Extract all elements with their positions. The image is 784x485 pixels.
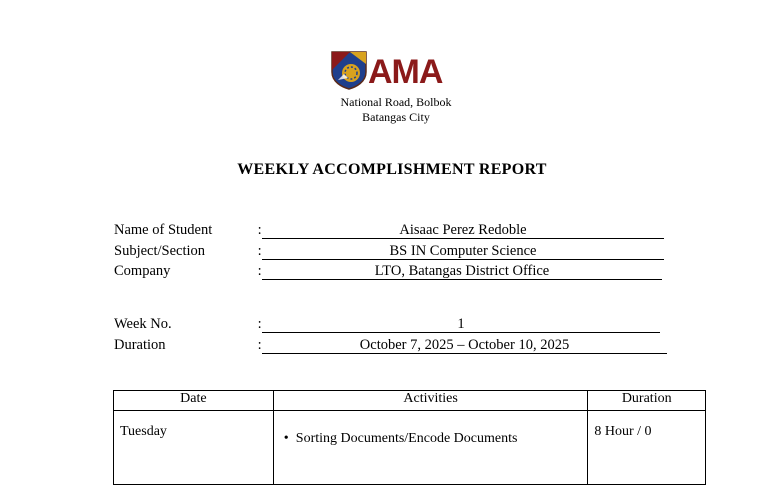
row-date: Tuesday <box>114 411 274 485</box>
week-row <box>114 315 465 333</box>
company-value: LTO, Batangas District Office <box>262 262 662 280</box>
duration-label: Duration <box>114 337 166 353</box>
colon: : <box>257 243 262 259</box>
header-activities: Activities <box>273 391 588 411</box>
company-label: Company <box>114 263 171 279</box>
ama-logo <box>328 48 454 94</box>
week-value: 1 <box>262 315 660 333</box>
row-duration: 8 Hour / 0 <box>588 411 706 485</box>
colon: : <box>257 222 262 238</box>
report-title: WEEKLY ACCOMPLISHMENT REPORT <box>237 161 547 178</box>
student-row <box>114 221 527 239</box>
colon: : <box>257 316 262 332</box>
colon: : <box>257 263 262 279</box>
subject-row <box>114 242 537 260</box>
duration-value: October 7, 2025 – October 10, 2025 <box>262 336 667 354</box>
row-activity: • Sorting Documents/Encode Documents <box>280 431 582 447</box>
row-activity-cell <box>273 411 588 485</box>
company-row <box>114 262 550 280</box>
header-date: Date <box>114 391 274 411</box>
colon: : <box>257 337 262 353</box>
address-line-1: National Road, Bolbok <box>340 95 452 109</box>
subject-label: Subject/Section <box>114 243 206 259</box>
table-header-row <box>114 391 706 411</box>
week-label: Week No. <box>114 316 172 332</box>
shield-icon <box>330 50 368 90</box>
address-line-2: Batangas City <box>362 110 430 124</box>
student-label: Name of Student <box>114 222 213 238</box>
student-value: Aisaac Perez Redoble <box>262 221 664 239</box>
duration-row <box>114 336 570 354</box>
accomplishment-table <box>113 390 706 485</box>
logo-text: AMA <box>368 53 443 91</box>
table-row <box>114 411 706 485</box>
header-duration: Duration <box>588 391 706 411</box>
subject-value: BS IN Computer Science <box>262 242 664 260</box>
